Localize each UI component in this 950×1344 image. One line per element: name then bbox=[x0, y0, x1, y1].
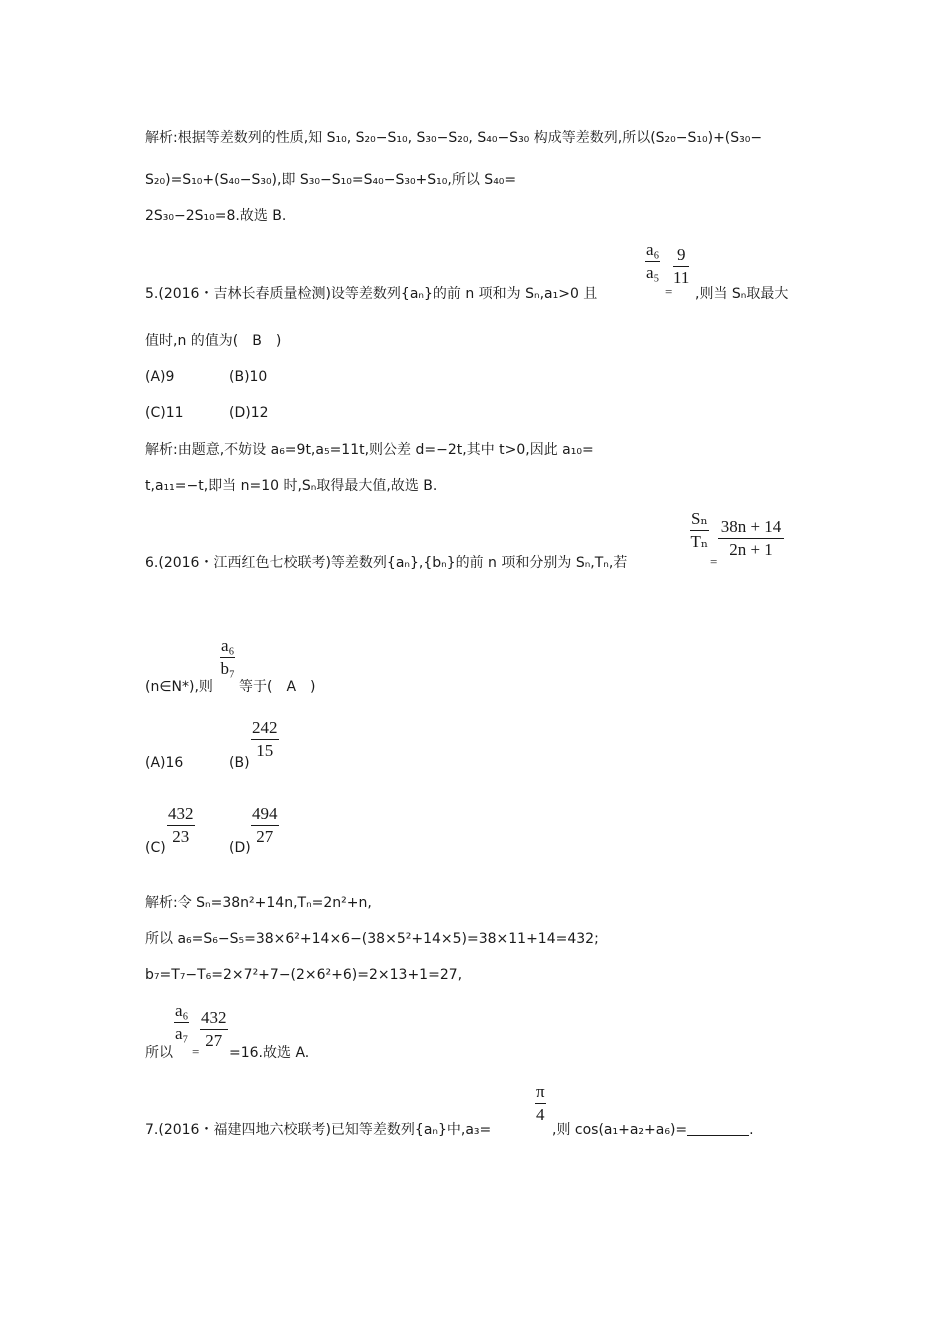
analysis-4-line-3: 2S₃₀−2S₁₀=8.故选 B. bbox=[145, 208, 287, 224]
question-5-option-d: (D)12 bbox=[229, 405, 269, 421]
question-5-option-b: (B)10 bbox=[229, 369, 268, 385]
fraction-denominator: Tₙ bbox=[690, 532, 709, 551]
question-6-final-ratio-fraction bbox=[174, 1001, 189, 1044]
analysis-4-line-2: S₂₀)=S₁₀+(S₄₀−S₃₀),即 S₃₀−S₁₀=S₄₀−S₃₀+S₁₀,所以 S₄₀= bbox=[145, 172, 517, 188]
equals-sign: = bbox=[192, 1044, 200, 1059]
question-6-option-d-label: (D) bbox=[229, 840, 251, 856]
question-6-condition: (n∈N*),则 bbox=[145, 679, 213, 695]
question-6-option-b-label: (B) bbox=[229, 755, 250, 771]
question-7-stem-after-text: ,则 cos(a₁+a₂+a₆)= bbox=[552, 1122, 688, 1138]
question-7-stem-before: 7.(2016・福建四地六校联考)已知等差数列{aₙ}中,a₃= bbox=[145, 1122, 492, 1138]
answer-blank[interactable] bbox=[687, 1121, 749, 1136]
fraction-numerator: a₆ bbox=[174, 1001, 189, 1023]
question-6-analysis-line-3: b₇=T₇−T₆=2×7²+7−(2×6²+6)=2×13+1=27, bbox=[145, 967, 463, 983]
fraction-denominator: 23 bbox=[172, 827, 190, 846]
question-6-ask-after: 等于( A ) bbox=[239, 679, 316, 695]
fraction-numerator: a₆ bbox=[645, 240, 660, 262]
question-6-stem: 6.(2016・江西红色七校联考)等差数列{aₙ},{bₙ}的前 n 项和分别为 Sₙ,Tₙ,若 bbox=[145, 555, 628, 571]
equals-sign: = bbox=[665, 284, 673, 299]
question-7-pi-fraction bbox=[535, 1082, 546, 1125]
fraction-denominator: a₅ bbox=[646, 263, 660, 282]
question-6-option-c-label: (C) bbox=[145, 840, 166, 856]
fraction-numerator: 494 bbox=[251, 804, 279, 826]
fraction-numerator: 432 bbox=[200, 1008, 228, 1030]
question-6-formula-fraction bbox=[718, 517, 784, 560]
question-5-option-c: (C)11 bbox=[145, 405, 184, 421]
question-5-ratio-fraction bbox=[645, 240, 660, 283]
question-6-ask-fraction bbox=[220, 636, 235, 679]
question-6-analysis-line-1: 解析:令 Sₙ=38n²+14n,Tₙ=2n²+n, bbox=[145, 895, 372, 911]
fraction-numerator: π bbox=[535, 1082, 546, 1104]
question-6-ratio-fraction bbox=[690, 509, 709, 552]
question-6-analysis-line-2: 所以 a₆=S₆−S₅=38×6²+14×6−(38×5²+14×5)=38×11+14=432; bbox=[145, 931, 599, 947]
question-5-stem-line-2: 值时,n 的值为( B ) bbox=[145, 333, 282, 349]
question-5-stem-before: 5.(2016・吉林长春质量检测)设等差数列{aₙ}的前 n 项和为 Sₙ,a₁>0 且 bbox=[145, 286, 598, 302]
question-5-stem bbox=[145, 284, 597, 304]
fraction-denominator: 27 bbox=[256, 827, 274, 846]
fraction-numerator: 38n + 14 bbox=[718, 517, 784, 539]
question-7-end: . bbox=[749, 1122, 754, 1138]
analysis-4-line-1: 解析:根据等差数列的性质,知 S₁₀, S₂₀−S₁₀, S₃₀−S₂₀, S₄₀−S₃₀ 构成等差数列,所以(S₂₀−S₁₀)+(S₃₀− bbox=[145, 130, 763, 146]
fraction-denominator: 27 bbox=[205, 1031, 223, 1050]
equals-sign: = bbox=[710, 554, 718, 569]
question-6-final-after: =16.故选 A. bbox=[229, 1045, 310, 1061]
question-6-final-value-fraction bbox=[200, 1008, 228, 1051]
fraction-denominator: 2n + 1 bbox=[729, 540, 773, 559]
fraction-denominator: 11 bbox=[673, 268, 690, 287]
question-7-stem-after bbox=[552, 1120, 754, 1140]
fraction-denominator: a₇ bbox=[175, 1024, 189, 1043]
fraction-numerator: Sₙ bbox=[690, 509, 709, 531]
question-6-option-a: (A)16 bbox=[145, 755, 184, 771]
fraction-numerator: 432 bbox=[167, 804, 195, 826]
question-5-stem-after: ,则当 Sₙ取最大 bbox=[695, 286, 789, 302]
question-5-option-a: (A)9 bbox=[145, 369, 175, 385]
fraction-denominator: 4 bbox=[536, 1105, 545, 1124]
question-5-value-fraction bbox=[673, 245, 689, 288]
fraction-numerator: a₆ bbox=[220, 636, 235, 658]
fraction-numerator: 242 bbox=[251, 718, 279, 740]
question-5-analysis-line-2: t,a₁₁=−t,即当 n=10 时,Sₙ取得最大值,故选 B. bbox=[145, 478, 438, 494]
question-5-analysis-line-1: 解析:由题意,不妨设 a₆=9t,a₅=11t,则公差 d=−2t,其中 t>0,因此 a₁₀= bbox=[145, 442, 594, 458]
fraction-denominator: 15 bbox=[256, 741, 274, 760]
fraction-numerator: 9 bbox=[673, 245, 689, 267]
question-6-option-c-fraction bbox=[167, 804, 195, 847]
question-6-option-b-fraction bbox=[251, 718, 279, 761]
question-6-option-d-fraction bbox=[251, 804, 279, 847]
fraction-denominator: b₇ bbox=[220, 659, 235, 678]
question-6-final-prefix: 所以 bbox=[145, 1045, 173, 1061]
